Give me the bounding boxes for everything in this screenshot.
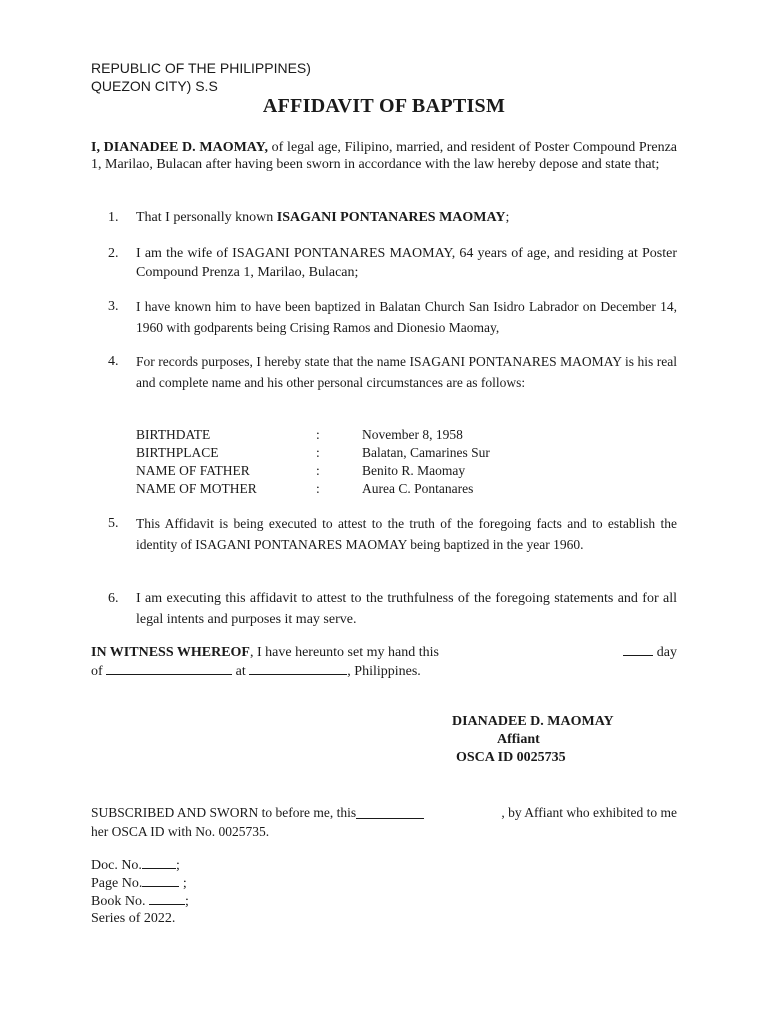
jurat-text-3: her OSCA ID with No. 0025735. [91,824,270,839]
place-blank[interactable] [249,662,347,675]
witness-day-text: day [653,645,677,660]
witness-day-blank-group [623,643,677,662]
item-number: 5. [108,516,119,531]
item-text: For records purposes, I hereby state that the name ISAGANI PONTANARES MAOMAY is his real and complete name and his other personal circumstances are as follows: [136,354,677,390]
book-no-label: Book No. [91,894,149,909]
page-no-end: ; [179,876,187,891]
doc-no-blank[interactable] [142,856,176,869]
detail-row [136,480,536,498]
detail-label: NAME OF MOTHER [136,481,257,496]
witness-bold: IN WITNESS WHEREOF [91,645,250,660]
item-number: 1. [108,210,119,225]
item-text-bold: ISAGANI PONTANARES MAOMAY [276,210,506,225]
item-number: 3. [108,299,119,314]
item-text: I have known him to have been baptized in Balatan Church San Isidro Labrador on December 14, 1960 with godparents being Crising Ramos and Dionesio Maomay, [136,299,677,335]
witness-text: , I have hereunto set my hand this [249,645,439,660]
witness-at-text: at [232,664,250,679]
personal-details-table [136,426,536,498]
witness-line-1 [91,643,439,662]
item-text: I am the wife of ISAGANI PONTANARES MAOMAY, 64 years of age, and residing at Poster Compound Prenza 1, Marilao, Bulacan; [136,246,677,280]
detail-row [136,444,536,462]
detail-row [136,462,536,480]
witness-philippines-text: , Philippines. [347,664,421,679]
detail-value: November 8, 1958 [362,427,463,442]
page-no-blank[interactable] [142,874,179,887]
detail-value: Balatan, Camarines Sur [362,445,490,460]
month-blank[interactable] [106,662,232,675]
doc-no-label: Doc. No. [91,858,142,873]
jurat-text-2: , by Affiant who exhibited to me [501,805,677,820]
page-no-label: Page No. [91,876,143,891]
affiant-osca-id: OSCA ID 0025735 [456,750,566,765]
detail-colon: : [316,445,320,460]
jurat-paragraph [91,803,677,841]
detail-value: Aurea C. Pontanares [362,481,474,496]
affiant-role: Affiant [497,732,540,747]
jurat-date-blank[interactable] [356,806,424,819]
header-city: QUEZON CITY) S.S [91,78,218,94]
detail-label: NAME OF FATHER [136,463,250,478]
item-number: 2. [108,246,119,261]
book-no-line [91,892,189,911]
item-number: 6. [108,591,119,606]
jurat-date-group [356,803,677,822]
detail-value: Benito R. Maomay [362,463,466,478]
document-title: AFFIDAVIT OF BAPTISM [262,95,506,117]
intro-text: of legal age, Filipino, married, and resident of Poster Compound Prenza 1, Marilao, Bulacan after having been sworn in accordance with the law hereby depose and state that; [91,140,678,172]
item-text [136,208,677,227]
detail-colon: : [316,481,320,496]
item-text: I am executing this affidavit to attest to the truthfulness of the foregoing statements and for all legal intents and purposes it may serve. [136,591,677,627]
jurat-text-1: SUBSCRIBED AND SWORN to before me, this [91,805,357,820]
series-line: Series of 2022. [91,911,176,926]
witness-paragraph [91,643,677,681]
book-no-blank[interactable] [149,892,185,905]
intro-paragraph [91,139,677,173]
detail-colon: : [316,463,320,478]
header-republic: REPUBLIC OF THE PHILIPPINES) [91,60,311,76]
item-text: This Affidavit is being executed to attest to the truth of the foregoing facts and to establish the identity of ISAGANI PONTANARES MAOMAY being baptized in the year 1960. [136,516,677,552]
item-number: 4. [108,354,119,369]
detail-colon: : [316,427,320,442]
affiant-signature-name: DIANADEE D. MAOMAY [452,714,614,729]
book-no-end: ; [184,894,189,909]
detail-label: BIRTHDATE [136,427,211,442]
doc-no-end: ; [175,858,180,873]
detail-label: BIRTHPLACE [136,445,219,460]
affiant-name-intro: I, DIANADEE D. MAOMAY, [91,140,268,155]
item-text-pre: That I personally known [136,210,277,225]
page-no-line [91,874,187,893]
doc-no-line [91,856,180,875]
day-blank[interactable] [623,643,653,656]
witness-of-text: of [91,664,107,679]
item-text-post: ; [505,210,510,225]
detail-row [136,426,536,444]
